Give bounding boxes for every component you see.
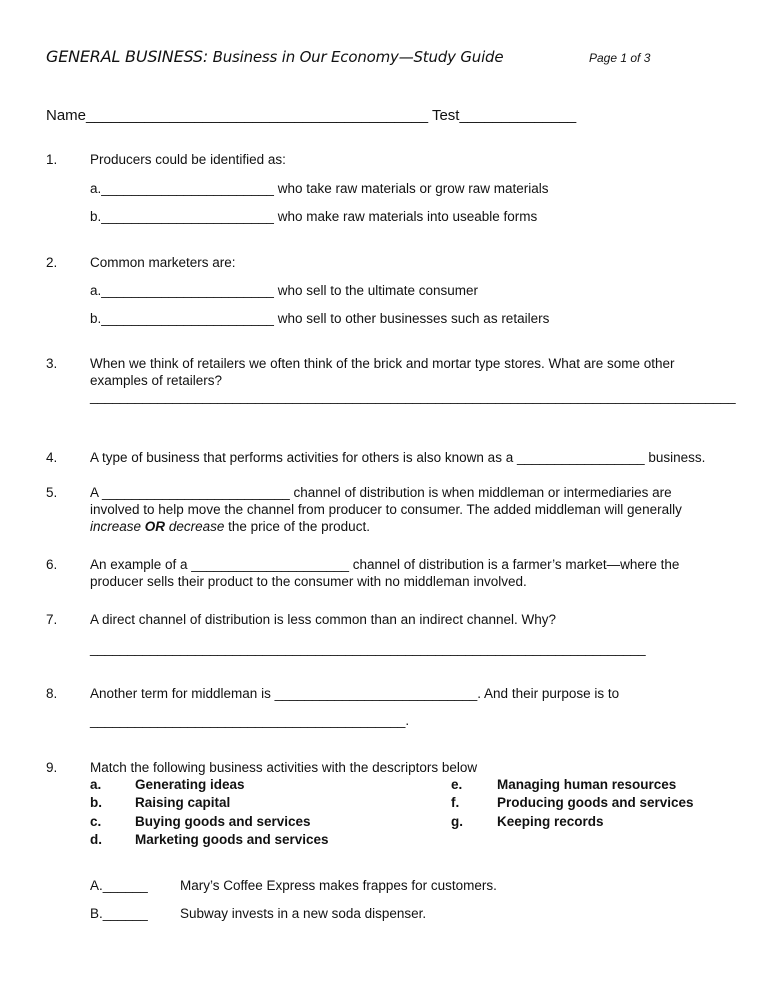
- question-number: 2.: [46, 255, 58, 270]
- question-number: 8.: [46, 686, 58, 701]
- question-text: involved to help move the channel from producer to consumer. The added middleman will generally: [90, 502, 682, 517]
- question-text: Another term for middleman is ___________________________. And their purpose is to: [90, 686, 620, 701]
- question-subitem: b._______________________ who sell to other businesses such as retailers: [90, 311, 550, 326]
- question-text: A type of business that performs activities for others is also known as a _________________ business.: [90, 450, 706, 465]
- match-blank: B.______: [90, 906, 148, 921]
- question-subitem: a._______________________ who sell to the ultimate consumer: [90, 283, 479, 298]
- line-end: the price of the product.: [224, 519, 370, 534]
- question-number: 5.: [46, 485, 58, 500]
- activity-letter: c.: [90, 814, 102, 829]
- activity-label: Marketing goods and services: [135, 832, 329, 847]
- title-main: GENERAL BUSINESS:: [46, 47, 209, 66]
- activity-label: Producing goods and services: [497, 795, 694, 810]
- activity-letter: b.: [90, 795, 102, 810]
- activity-letter: f.: [451, 795, 460, 810]
- title-sub: Business in Our Economy—Study Guide: [212, 48, 504, 66]
- question-number: 9.: [46, 760, 58, 775]
- activity-letter: g.: [451, 814, 463, 829]
- question-text: An example of a _____________________ channel of distribution is a farmer’s market—where the: [90, 557, 680, 572]
- name-test-line: Name_________________________________________ Test______________: [46, 107, 577, 124]
- question-number: 3.: [46, 356, 58, 371]
- word-decrease: decrease: [168, 519, 225, 534]
- word-or: OR: [144, 519, 166, 534]
- match-blank: A.______: [90, 878, 148, 893]
- question-text: [90, 519, 370, 534]
- question-text: Producers could be identified as:: [90, 152, 286, 167]
- question-text: examples of retailers?: [90, 373, 223, 388]
- question-text: Common marketers are:: [90, 255, 236, 270]
- question-number: 1.: [46, 152, 58, 167]
- question-text: A _________________________ channel of distribution is when middleman or intermediaries are: [90, 485, 672, 500]
- answer-blank: __________________________________________.: [90, 713, 410, 728]
- question-text: Match the following business activities with the descriptors below: [90, 760, 478, 775]
- question-number: 6.: [46, 557, 58, 572]
- question-subitem: b._______________________ who make raw materials into useable forms: [90, 209, 538, 224]
- question-number: 7.: [46, 612, 58, 627]
- answer-blank: ______________________________________________________________________________________: [90, 389, 736, 404]
- match-descriptor: Subway invests in a new soda dispenser.: [180, 906, 427, 921]
- activity-label: Raising capital: [135, 795, 231, 810]
- activity-label: Buying goods and services: [135, 814, 311, 829]
- question-subitem: a._______________________ who take raw materials or grow raw materials: [90, 181, 549, 196]
- question-number: 4.: [46, 450, 58, 465]
- activity-label: Keeping records: [497, 814, 604, 829]
- activity-label: Managing human resources: [497, 777, 677, 792]
- question-text: producer sells their product to the consumer with no middleman involved.: [90, 574, 527, 589]
- page-number: Page 1 of 3: [589, 51, 651, 65]
- question-text: A direct channel of distribution is less common than an indirect channel. Why?: [90, 612, 556, 627]
- question-text: When we think of retailers we often think of the brick and mortar type stores. What are some other: [90, 356, 675, 371]
- activity-letter: e.: [451, 777, 463, 792]
- activity-letter: d.: [90, 832, 102, 847]
- activity-label: Generating ideas: [135, 777, 245, 792]
- match-descriptor: Mary’s Coffee Express makes frappes for customers.: [180, 878, 497, 893]
- activity-letter: a.: [90, 777, 102, 792]
- answer-blank: __________________________________________________________________________: [90, 641, 646, 656]
- page-title: [46, 47, 503, 66]
- word-increase: increase: [90, 519, 142, 534]
